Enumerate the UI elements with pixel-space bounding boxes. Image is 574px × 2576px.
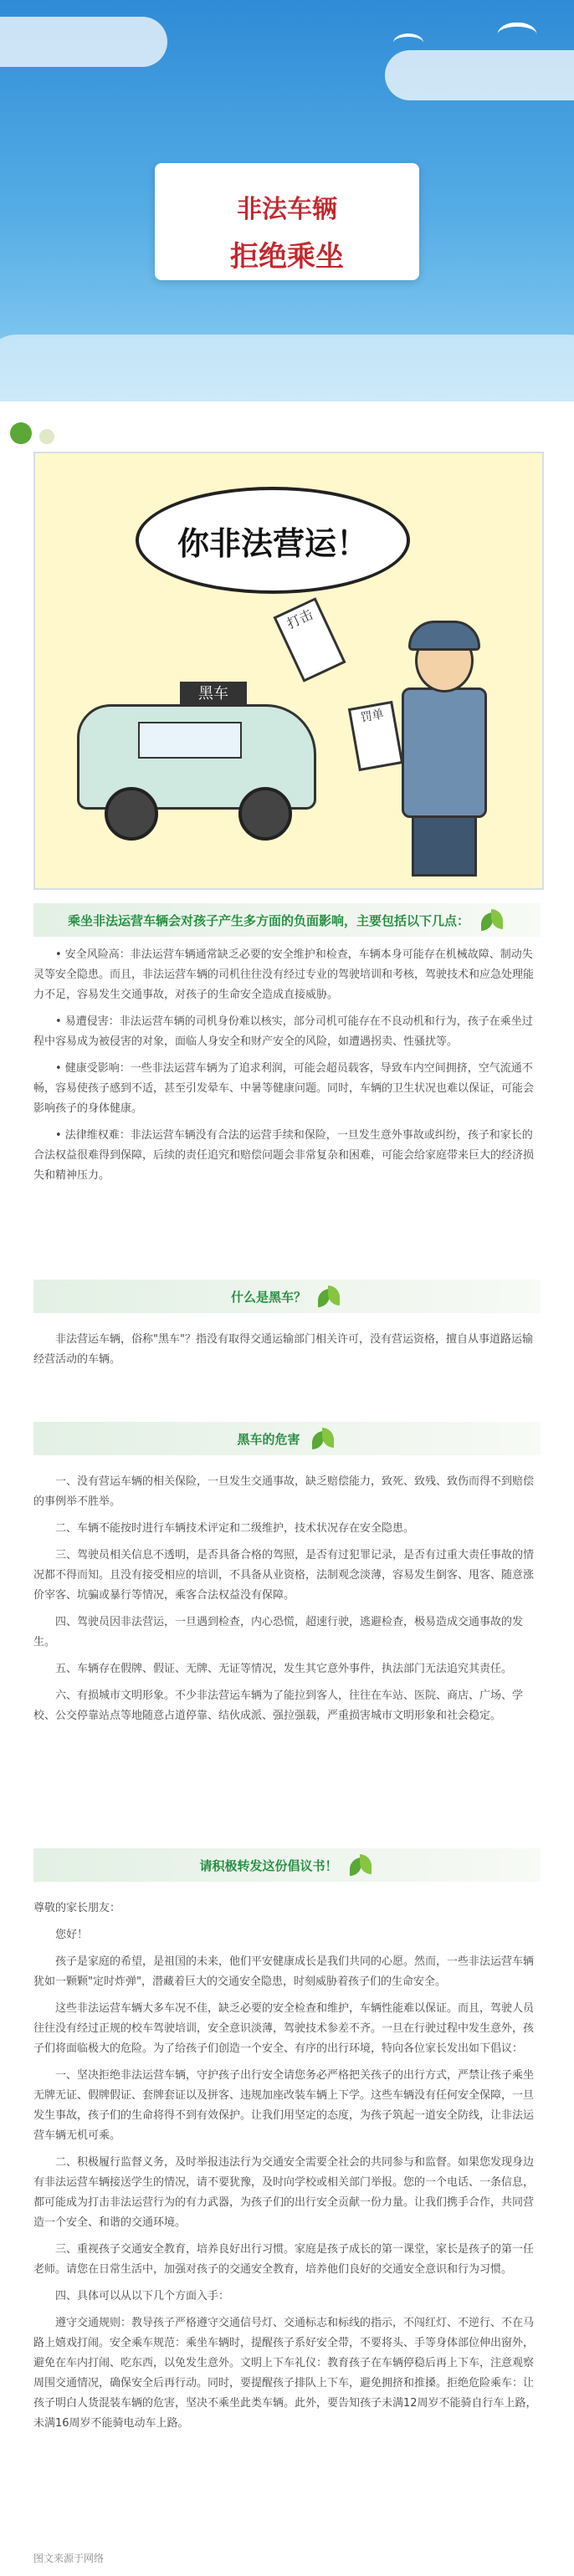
- danger-item: 四、驾驶员因非法营运，一旦遇到检查，内心恐慌，超速行驶，逃避检查，极易造成交通事故的发生。: [33, 1616, 524, 1648]
- letter-para: 四、具体可以从以下几个方面入手：: [55, 2290, 230, 2303]
- car-window: [138, 722, 242, 759]
- letter-para: 这些非法运营车辆大多车况不佳，缺乏必要的安全检查和维护，车辆性能难以保证。而且，驾驶人员往往没有经过正规的校车驾驶培训，安全意识淡薄，驾驶技术参差不齐。一旦在行驶过程中发生意外，孩子们将面临极大的危险。为了给孩子们创造一个安全、有序的出行环境，特向各位家长发出如下倡议：: [33, 2002, 535, 2055]
- danger-item: 五、车辆存在假牌、假证、无牌、无证等情况，发生其它意外事件，执法部门无法追究其责任。: [55, 1663, 513, 1675]
- intro-para: • 健康受影响：一些非法运营车辆为了追求利润，可能会超员载客，导致车内空间拥挤，空气流通不畅，容易使孩子感到不适，甚至引发晕车、中暑等健康问题。同时，车辆的卫生状况也难以保证，可能会影响孩子的身体健康。: [33, 1062, 535, 1115]
- letter-greeting: 您好！: [55, 1929, 89, 1941]
- letter-para: 三、重视孩子交通安全教育，培养良好出行习惯。家庭是孩子成长的第一课堂，家长是孩子的第一任老师。请您在日常生活中，加强对孩子的交通安全教育，培养他们良好的交通安全意识和行为习惯。: [33, 2243, 535, 2276]
- section-what-body: [33, 1330, 541, 1377]
- section-letter-body: [33, 1899, 541, 2441]
- letter-para: 一、坚决拒绝非法运营车辆，守护孩子出行安全请您务必严格把关孩子的出行方式，严禁让孩子乘坐无牌无证、假牌假证、套牌套证以及拼客、违规加座改装车辆上下学。这些车辆没有任何安全保障，一旦发生事故，孩子们的生命将得不到有效保护。让我们用坚定的态度，为孩子筑起一道安全防线，让非法运营车辆无机可乘。: [33, 2069, 535, 2142]
- leaf-icon: [478, 907, 506, 933]
- section-danger-heading: [33, 1422, 541, 1455]
- intro-para: • 安全风险高：非法运营车辆通常缺乏必要的安全维护和检查，车辆本身可能存在机械故障、制动失灵等安全隐患。而且，非法运营车辆的司机往往没有经过专业的驾驶培训和考核，驾驶技术和应急处理能力不足，容易发生交通事故，对孩子的生命安全造成直接威胁。: [33, 948, 535, 1001]
- intro-heading: [33, 903, 541, 937]
- footer-source: 图文来源于网络: [33, 2553, 105, 2564]
- bird-icon: [498, 23, 537, 47]
- intro-para: • 易遭侵害：非法运营车辆的司机身份难以核实，部分司机可能存在不良动机和行为，孩子在乘坐过程中容易成为被侵害的对象，面临人身安全和财产安全的风险，如遭遇拐卖、性骚扰等。: [33, 1015, 533, 1048]
- intro-para: • 法律维权难：非法运营车辆没有合法的运营手续和保险，一旦发生意外事故或纠纷，孩子和家长的合法权益很难得到保障，后续的责任追究和赔偿问题会非常复杂和困难，可能会给家庭带来巨大的经济损失和精神压力。: [33, 1129, 535, 1182]
- dot-icon: [39, 429, 54, 444]
- leaf-icon: [346, 1853, 375, 1878]
- leaf-icon: [315, 1284, 343, 1309]
- section-letter-heading: [33, 1848, 541, 1882]
- intro-paragraphs: [33, 945, 541, 1193]
- danger-item: 三、驾驶员相关信息不透明，是否具备合格的驾照，是否有过犯罪记录，是否有过重大责任事故的情况都不得而知。且没有接受相应的培训，不具备从业资格，法制观念淡薄，容易发生倒客、甩客、随意涨价宰客、坑骗或暴行等情况，乘客合法权益没有保障。: [33, 1549, 535, 1602]
- decorative-dots: [10, 422, 58, 447]
- car-sign: 黑车: [180, 682, 247, 707]
- title-card: [155, 163, 419, 280]
- cloud-decoration: [0, 17, 167, 67]
- header-banner: [0, 0, 574, 401]
- letter-salutation: 尊敬的家长朋友：: [33, 1902, 121, 1914]
- illustration: [33, 452, 544, 890]
- section-what-heading: [33, 1280, 541, 1313]
- danger-item: 二、车辆不能按时进行车辆技术评定和二级维护，技术状况存在安全隐患。: [55, 1522, 415, 1535]
- dot-icon: [10, 422, 32, 444]
- danger-item: 一、没有营运车辆的相关保险，一旦发生交通事故，缺乏赔偿能力，致死、致残、致伤而得不到赔偿的事例举不胜举。: [33, 1475, 535, 1508]
- leaf-icon: [309, 1426, 337, 1451]
- section-letter-title: 请积极转发这份倡议书！: [199, 1858, 338, 1873]
- page-title: 非法车辆: [237, 195, 337, 224]
- officer-body: [402, 687, 487, 818]
- cloud-decoration: [385, 50, 574, 100]
- bird-icon: [393, 33, 423, 52]
- speech-bubble: 你非法营运！: [136, 487, 410, 594]
- intro-heading-text: 乘坐非法运营车辆会对孩子产生多方面的负面影响，主要包括以下几点：: [67, 912, 469, 928]
- cloud-decoration: [0, 335, 574, 410]
- officer-legs: [412, 813, 477, 877]
- car-illustration: [77, 685, 316, 810]
- section-danger-title: 黑车的危害: [237, 1431, 300, 1447]
- officer-hat: [408, 621, 480, 651]
- officer-illustration: [387, 621, 495, 871]
- page-subtitle: 拒绝乘坐: [230, 240, 344, 273]
- ticket: 罚单: [348, 701, 403, 771]
- sign-board: 打击: [273, 597, 346, 682]
- section-what-title: 什么是黑车？: [230, 1289, 306, 1305]
- wheel-icon: [238, 787, 292, 841]
- section-danger-body: [33, 1472, 541, 1733]
- section-what-text: 非法营运车辆，俗称"黑车"？指没有取得交通运输部门相关许可，没有营运资格，擅自从事道路运输经营活动的车辆。: [33, 1333, 533, 1366]
- letter-para: 遵守交通规则：教导孩子严格遵守交通信号灯、交通标志和标线的指示，不闯红灯、不逆行、不在马路上嬉戏打闹。安全乘车规范：乘坐车辆时，提醒孩子系好安全带，不要将头、手等身体部位伸出窗外，避免在车内打闹、吃东西，以免发生意外。文明上下车礼仪：教育孩子在车辆停稳后再上下车，注意观察周围交通情况，确保安全后再行动。同时，要提醒孩子排队上下车，避免拥挤和推搡。拒绝危险乘车：让孩子明白人货混装车辆的危害，坚决不乘坐此类车辆。此外，要告知孩子未满12周岁不能骑自行车上路，未满16周岁不能骑电动车上路。: [33, 2317, 537, 2430]
- wheel-icon: [105, 787, 158, 841]
- danger-item: 六、有损城市文明形象。不少非法营运车辆为了能拉到客人，往往在车站、医院、商店、广场、学校、公交停靠站点等地随意占道停靠、结伙成派、强拉强载，严重损害城市文明形象和社会稳定。: [33, 1689, 524, 1722]
- letter-para: 孩子是家庭的希望，是祖国的未来，他们平安健康成长是我们共同的心愿。然而，一些非法运营车辆犹如一颗颗"定时炸弹"，潜藏着巨大的交通安全隐患，时刻威胁着孩子们的生命安全。: [33, 1955, 535, 1988]
- letter-para: 二、积极履行监督义务，及时举报违法行为交通安全需要全社会的共同参与和监督。如果您发现身边有非法运营车辆接送学生的情况，请不要犹豫，及时向学校或相关部门举报。您的一个电话、一条信息，都可能成为打击非法运营行为的有力武器，为孩子们的出行安全贡献一份力量。让我们携手合作，共同营造一个安全、和谐的交通环境。: [33, 2156, 535, 2229]
